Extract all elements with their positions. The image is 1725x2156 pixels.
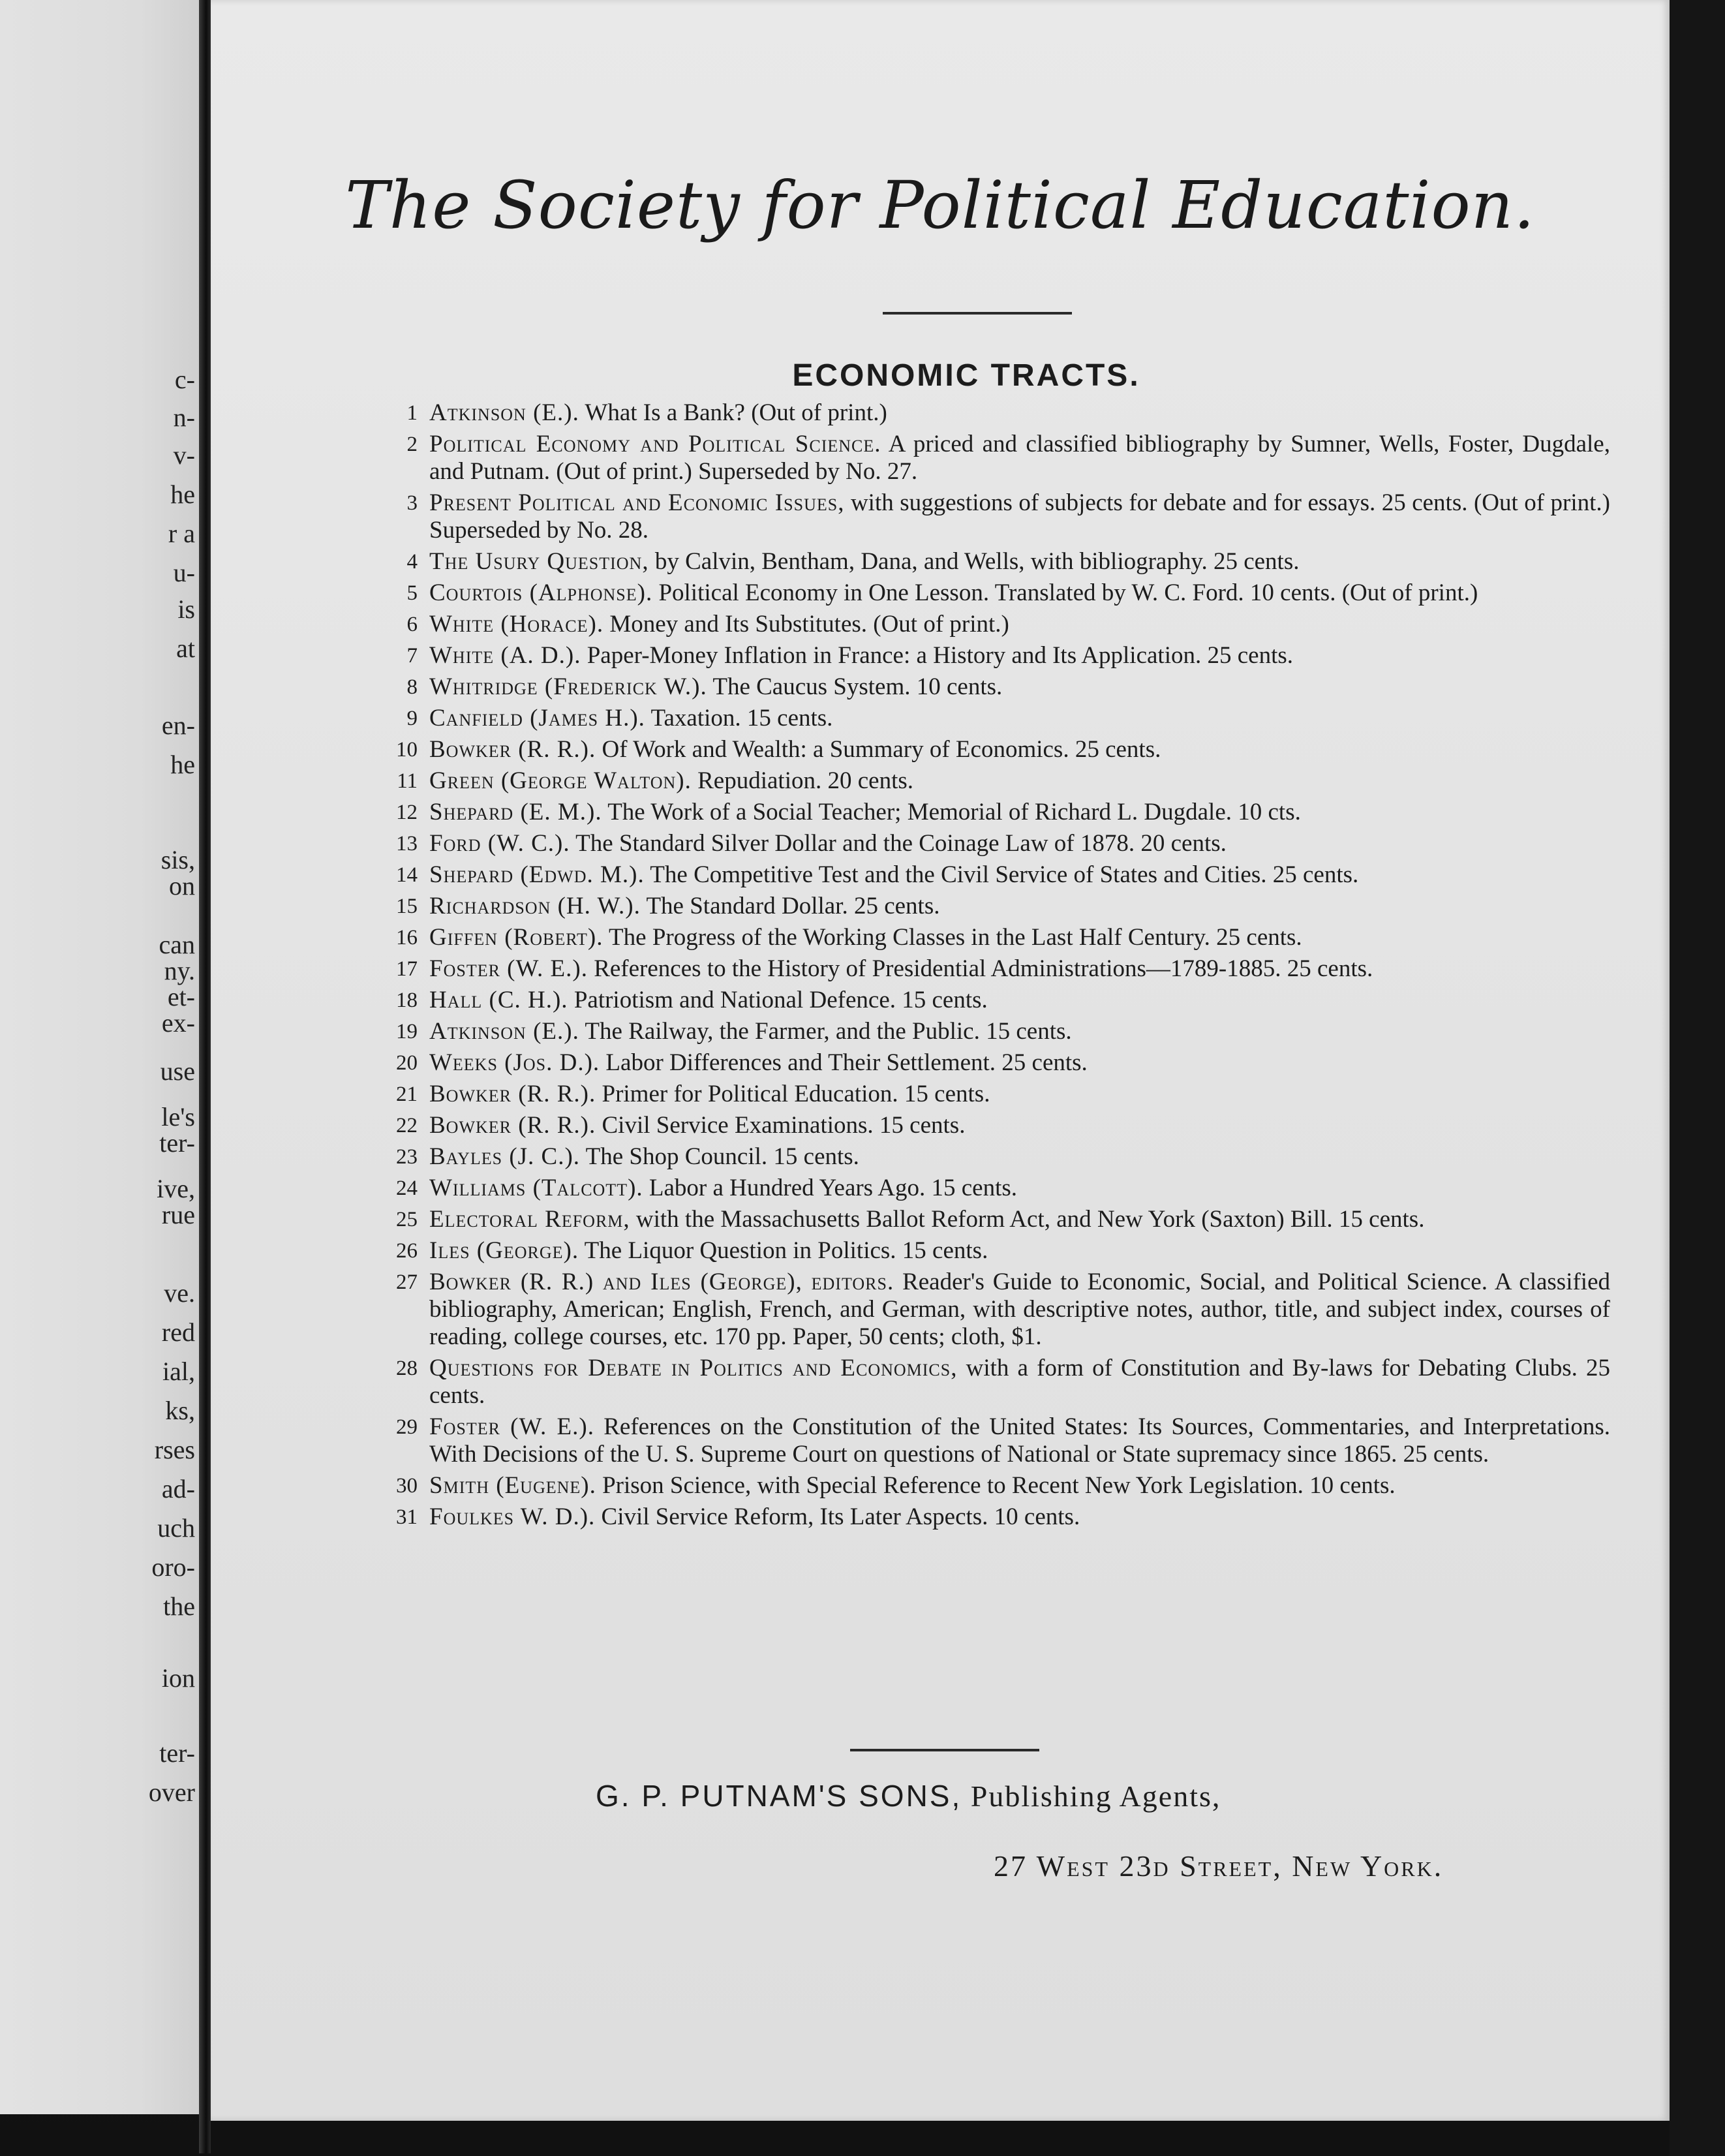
tract-author: Atkinson (E.). xyxy=(429,1018,579,1045)
tract-description: The Caucus System. 10 cents. xyxy=(712,673,1003,700)
tract-number: 3 xyxy=(406,491,418,515)
facing-page-fragment: ter- xyxy=(159,1128,195,1158)
tract-item xyxy=(371,642,1610,670)
tract-author: Shepard (Edwd. M.). xyxy=(429,861,645,888)
tract-number: 28 xyxy=(396,1357,418,1380)
tract-number: 29 xyxy=(396,1415,418,1439)
tract-number: 20 xyxy=(396,1051,418,1075)
publisher-role: Publishing Agents, xyxy=(970,1779,1221,1813)
tract-number: 11 xyxy=(397,769,418,793)
tract-item xyxy=(371,1018,1610,1045)
tract-description: Taxation. 15 cents. xyxy=(650,705,833,732)
tract-number: 18 xyxy=(396,989,418,1012)
tract-description: by Calvin, Bentham, Dana, and Wells, with bibliography. 25 cents. xyxy=(654,548,1300,575)
tract-item xyxy=(371,1269,1610,1351)
facing-page-fragment: et- xyxy=(167,982,195,1011)
tract-author: Present Political and Economic Issues, xyxy=(429,489,845,516)
tract-item xyxy=(371,924,1610,951)
facing-page-fragment: r a xyxy=(168,519,195,548)
facing-page-fragment: ny. xyxy=(164,956,195,985)
publisher-address: 27 West 23d Street, New York. xyxy=(994,1849,1444,1883)
tract-description: Labor a Hundred Years Ago. 15 cents. xyxy=(649,1175,1018,1201)
tract-author: Bayles (J. C.). xyxy=(429,1143,581,1170)
tract-author: Whitridge (Frederick W.). xyxy=(429,673,707,700)
tract-item xyxy=(371,767,1610,795)
tract-description: The Standard Dollar. 25 cents. xyxy=(646,893,940,919)
facing-page-fragment: c- xyxy=(174,365,195,394)
facing-page-fragment: ial, xyxy=(162,1357,195,1386)
tract-item xyxy=(371,1206,1610,1233)
tract-item xyxy=(371,705,1610,732)
tract-description: Prison Science, with Special Reference to Recent New York Legislation. 10 cents. xyxy=(602,1472,1396,1499)
tract-author: Richardson (H. W.). xyxy=(429,893,641,919)
tract-number: 15 xyxy=(396,895,418,918)
tract-author: Bowker (R. R.). xyxy=(429,1112,596,1139)
tract-number: 30 xyxy=(396,1474,418,1498)
tract-item xyxy=(371,1237,1610,1265)
tract-number: 6 xyxy=(406,613,418,636)
facing-page-fragment: is xyxy=(177,594,195,624)
tract-number: 7 xyxy=(406,644,418,668)
tract-item xyxy=(371,431,1610,485)
tract-description: Civil Service Reform, Its Later Aspects. 10 cents. xyxy=(601,1503,1080,1530)
tract-description: The Work of a Social Teacher; Memorial of Richard L. Dugdale. 10 cts. xyxy=(607,799,1301,825)
book-gutter xyxy=(199,0,211,2153)
facing-page-fragment: ion xyxy=(161,1663,195,1693)
tract-number: 8 xyxy=(406,675,418,699)
tract-item xyxy=(371,987,1610,1014)
tract-author: Canfield (James H.). xyxy=(429,705,645,732)
tract-description: Reader's Guide to Economic, Social, and Political Science. A classified bibliography, American; English, French, and German, with descriptive notes, author, title, and subject index, courses of reading, college courses, etc. 170 pp. Paper, 50 cents; cloth, $1. xyxy=(429,1269,1611,1350)
tract-item xyxy=(371,1049,1610,1077)
tract-author: Bowker (R. R.). xyxy=(429,736,596,763)
facing-page-fragment: the xyxy=(163,1592,195,1621)
tract-description: with the Massachusetts Ballot Reform Act, and New York (Saxton) Bill. 15 cents. xyxy=(635,1206,1425,1233)
tract-number: 24 xyxy=(396,1177,418,1200)
tract-author: Hall (C. H.). xyxy=(429,987,568,1013)
tract-item xyxy=(371,893,1610,920)
tract-item xyxy=(371,799,1610,826)
tract-description: Patriotism and National Defence. 15 cents. xyxy=(573,987,988,1013)
facing-page-fragment: ad- xyxy=(161,1474,195,1503)
facing-page-fragment: oro- xyxy=(151,1552,195,1582)
tract-item xyxy=(371,1081,1610,1108)
publisher-name: G. P. PUTNAM'S SONS, xyxy=(596,1779,962,1813)
tract-description: Money and Its Substitutes. (Out of print.) xyxy=(609,611,1009,638)
tract-author: Shepard (E. M.). xyxy=(429,799,602,825)
tract-description: The Standard Silver Dollar and the Coinage Law of 1878. 20 cents. xyxy=(575,830,1227,857)
tract-number: 10 xyxy=(396,738,418,762)
facing-page-fragment: ex- xyxy=(161,1008,195,1038)
facing-page-fragment: v- xyxy=(173,440,195,470)
tract-number: 21 xyxy=(396,1083,418,1106)
tract-description: with a form of Constitution and By-laws for Debating Clubs. 25 cents. xyxy=(429,1355,1611,1409)
facing-page-fragment: over xyxy=(148,1778,195,1807)
tract-item xyxy=(371,861,1610,889)
facing-page-fragment: red xyxy=(161,1317,195,1347)
facing-page-fragment: u- xyxy=(173,558,195,587)
tract-description: What Is a Bank? (Out of print.) xyxy=(585,399,887,426)
tract-author: The Usury Question, xyxy=(429,548,649,575)
facing-page-fragment: can xyxy=(159,930,195,959)
tract-author: White (A. D.). xyxy=(429,642,581,669)
facing-page-fragment: uch xyxy=(157,1513,195,1543)
page-title: The Society for Political Education. xyxy=(345,167,1535,243)
tract-author: Giffen (Robert). xyxy=(429,924,603,951)
tract-description: Civil Service Examinations. 15 cents. xyxy=(602,1112,966,1139)
facing-page-fragment: ive, xyxy=(157,1174,195,1203)
tract-item xyxy=(371,1503,1610,1531)
tract-author: Questions for Debate in Politics and Economics, xyxy=(429,1355,958,1381)
tract-description: A priced and classified bibliography by Sumner, Wells, Foster, Dugdale, and Putnam. (Out of print.) Superseded by No. 27. xyxy=(429,431,1610,485)
facing-page-fragment: he xyxy=(170,750,195,779)
tract-number: 22 xyxy=(396,1114,418,1137)
tract-description: The Competitive Test and the Civil Service of States and Cities. 25 cents. xyxy=(650,861,1359,888)
tract-author: Iles (George). xyxy=(429,1237,579,1264)
tract-number: 1 xyxy=(406,401,418,425)
tract-number: 19 xyxy=(396,1020,418,1043)
facing-page xyxy=(0,0,199,2114)
footer-divider xyxy=(850,1749,1039,1751)
facing-page-fragment: sis, xyxy=(160,845,195,874)
tract-description: with suggestions of subjects for debate and for essays. 25 cents. (Out of print.) Superseded by No. 28. xyxy=(429,489,1610,544)
tract-number: 14 xyxy=(396,863,418,887)
tract-author: Atkinson (E.). xyxy=(429,399,579,426)
tract-number: 27 xyxy=(396,1270,418,1294)
tract-description: The Progress of the Working Classes in the Last Half Century. 25 cents. xyxy=(609,924,1302,951)
tract-number: 16 xyxy=(396,926,418,949)
tract-number: 26 xyxy=(396,1239,418,1263)
tract-description: The Liquor Question in Politics. 15 cents. xyxy=(584,1237,988,1264)
tract-description: Political Economy in One Lesson. Translated by W. C. Ford. 10 cents. (Out of print.) xyxy=(658,579,1478,606)
tract-list xyxy=(371,399,1610,1535)
tract-item xyxy=(371,399,1610,427)
tract-number: 9 xyxy=(406,707,418,730)
tract-description: Repudiation. 20 cents. xyxy=(697,767,914,794)
tract-item xyxy=(371,548,1610,576)
tract-author: Smith (Eugene). xyxy=(429,1472,596,1499)
facing-page-fragment: ks, xyxy=(165,1396,195,1425)
tract-description: References on the Constitution of the United States: Its Sources, Commentaries, and Interpretations. With Decisions of the U. S. Supreme Court on questions of National or State supremacy since 1865. 25 cents. xyxy=(429,1413,1611,1468)
tract-item xyxy=(371,579,1610,607)
tract-author: Bowker (R. R.) and Iles (George), editors. xyxy=(429,1269,894,1295)
tract-author: Political Economy and Political Science. xyxy=(429,431,881,457)
tract-item xyxy=(371,611,1610,638)
tract-author: White (Horace). xyxy=(429,611,604,638)
title-divider xyxy=(883,312,1072,315)
tract-author: Williams (Talcott). xyxy=(429,1175,643,1201)
tract-item xyxy=(371,1175,1610,1202)
tract-description: Primer for Political Education. 15 cents. xyxy=(602,1081,990,1107)
tract-author: Foster (W. E.). xyxy=(429,1413,594,1440)
facing-page-fragment: on xyxy=(169,871,195,901)
tract-item xyxy=(371,1355,1610,1409)
tract-number: 2 xyxy=(406,433,418,456)
tract-item xyxy=(371,1472,1610,1500)
tract-item xyxy=(371,736,1610,763)
tract-item xyxy=(371,1143,1610,1171)
facing-page-fragment: use xyxy=(160,1056,195,1086)
facing-page-fragment: n- xyxy=(173,403,195,432)
tract-author: Green (George Walton). xyxy=(429,767,692,794)
facing-page-fragment: rue xyxy=(161,1200,195,1229)
tract-number: 13 xyxy=(396,832,418,855)
tract-author: Electoral Reform, xyxy=(429,1206,630,1233)
facing-page-fragment: at xyxy=(176,634,195,663)
facing-page-fragment: le's xyxy=(161,1102,195,1132)
tract-item xyxy=(371,955,1610,983)
scan-edge xyxy=(1670,0,1725,2156)
publisher-line xyxy=(596,1778,1221,1813)
tract-number: 25 xyxy=(396,1208,418,1231)
tract-item xyxy=(371,830,1610,857)
facing-page-fragment: ve. xyxy=(164,1278,195,1308)
tract-number: 5 xyxy=(406,581,418,605)
tract-author: Foulkes W. D.). xyxy=(429,1503,596,1530)
tract-author: Weeks (Jos. D.). xyxy=(429,1049,600,1076)
tract-description: The Railway, the Farmer, and the Public. 15 cents. xyxy=(585,1018,1072,1045)
section-heading: ECONOMIC TRACTS. xyxy=(792,358,1140,393)
document-page xyxy=(211,0,1670,2121)
facing-page-fragment: ter- xyxy=(159,1738,195,1768)
facing-page-fragment: he xyxy=(170,480,195,509)
tract-item xyxy=(371,1413,1610,1468)
tract-number: 31 xyxy=(396,1505,418,1529)
tract-author: Ford (W. C.). xyxy=(429,830,570,857)
tract-item xyxy=(371,673,1610,701)
tract-number: 12 xyxy=(396,801,418,824)
tract-description: The Shop Council. 15 cents. xyxy=(585,1143,859,1170)
tract-description: Labor Differences and Their Settlement. 25 cents. xyxy=(605,1049,1088,1076)
tract-number: 23 xyxy=(396,1145,418,1169)
tract-description: References to the History of Presidential Administrations—1789-1885. 25 cents. xyxy=(594,955,1373,982)
tract-number: 4 xyxy=(406,550,418,574)
tract-item xyxy=(371,1112,1610,1139)
tract-author: Foster (W. E.). xyxy=(429,955,588,982)
tract-description: Paper-Money Inflation in France: a History and Its Application. 25 cents. xyxy=(587,642,1294,669)
facing-page-fragment: en- xyxy=(161,711,195,740)
facing-page-text xyxy=(0,0,199,2114)
tract-author: Courtois (Alphonse). xyxy=(429,579,653,606)
tract-item xyxy=(371,489,1610,544)
facing-page-fragment: rses xyxy=(154,1435,195,1464)
tract-author: Bowker (R. R.). xyxy=(429,1081,596,1107)
tract-number: 17 xyxy=(396,957,418,981)
tract-description: Of Work and Wealth: a Summary of Economics. 25 cents. xyxy=(602,736,1161,763)
